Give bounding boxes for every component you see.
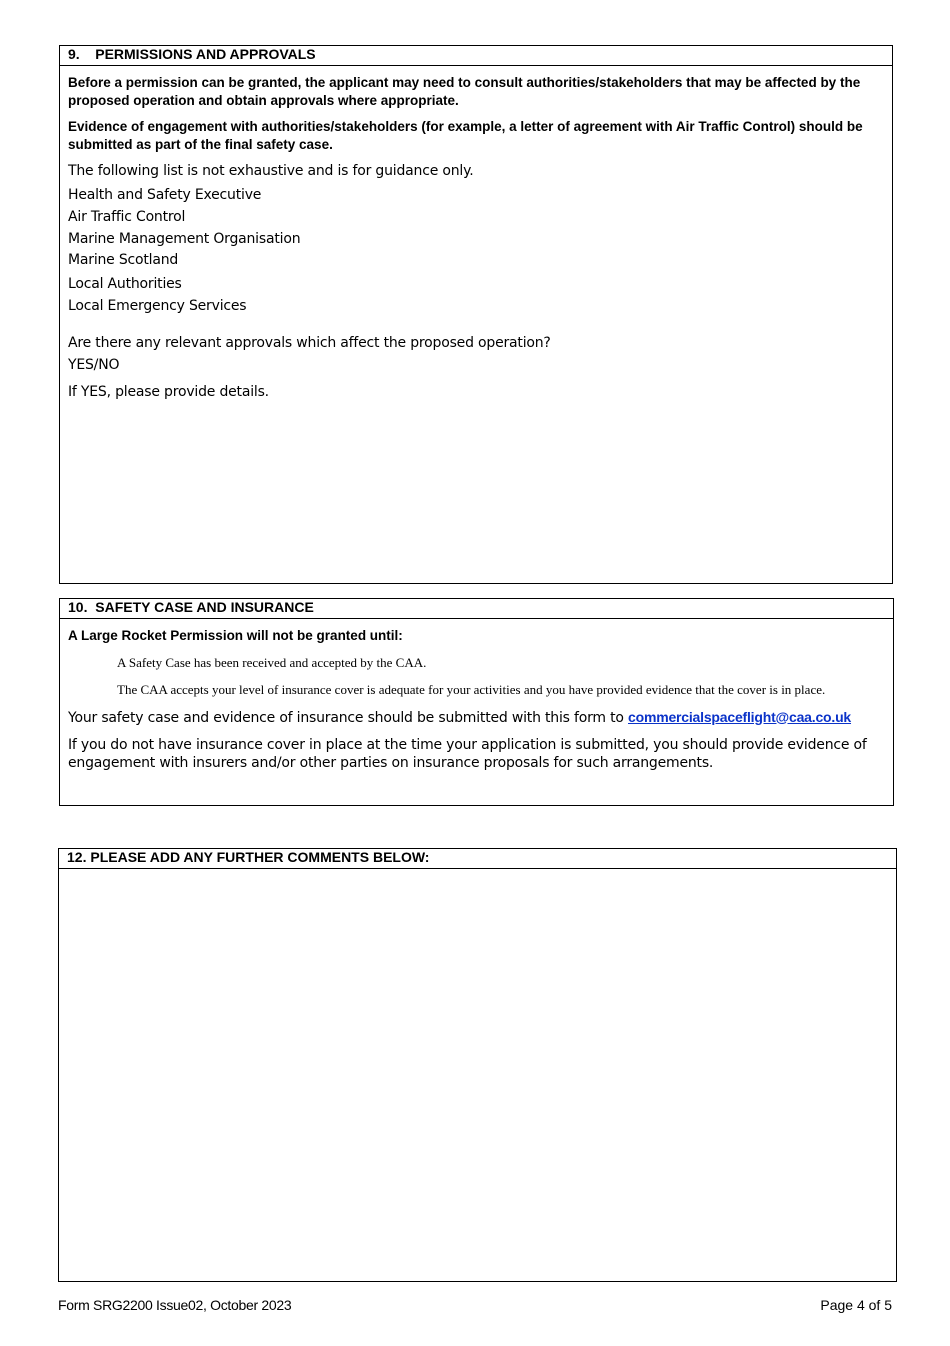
section-10-heading: 10. SAFETY CASE AND INSURANCE (60, 599, 893, 619)
submit-instruction (68, 708, 885, 727)
condition-insurance: The CAA accepts your level of insurance cover is adequate for your activities and you have provided evidence that the cover is in place. (117, 681, 826, 697)
submit-text: Your safety case and evidence of insurance should be submitted with this form to (68, 709, 629, 726)
details-input-area[interactable] (68, 401, 884, 571)
section-9-heading: 9. PERMISSIONS AND APPROVALS (60, 46, 892, 66)
stakeholder-item: Marine Scotland (68, 252, 179, 268)
stakeholder-item: Local Authorities (68, 276, 182, 292)
section-10-body (60, 627, 893, 772)
stakeholder-item: Air Traffic Control (68, 209, 186, 225)
stakeholder-item: Marine Management Organisation (68, 231, 301, 247)
footer-form-id: Form SRG2200 Issue02, October 2023 (58, 1297, 292, 1313)
footer-page-number: Page 4 of 5 (820, 1297, 892, 1313)
stakeholder-item: Health and Safety Executive (68, 187, 262, 203)
stakeholder-item: Local Emergency Services (68, 298, 247, 314)
section-9-box (59, 45, 893, 584)
section-9-intro-2: Evidence of engagement with authorities/stakeholders (for example, a letter of agreement with Air Traffic Control) should be submitted as part of the final safety case. (68, 119, 863, 152)
section-12-box (58, 848, 897, 1282)
comments-input-area[interactable] (59, 869, 896, 1279)
section-12-heading: 12. PLEASE ADD ANY FURTHER COMMENTS BELOW: (59, 849, 896, 869)
yes-no-answer[interactable]: YES/NO (68, 357, 120, 373)
section-9-body (60, 74, 892, 571)
email-link[interactable]: commercialspaceflight@caa.co.uk (628, 708, 852, 725)
condition-safety-case: A Safety Case has been received and accepted by the CAA. (117, 654, 427, 670)
no-insurance-text: If you do not have insurance cover in place at the time your application is submitted, you should provide evidence of engagement with insurers and/or other parties on insurance proposals for such arrangements. (68, 736, 867, 771)
section-10-box (59, 598, 894, 806)
section-9-intro-1: Before a permission can be granted, the applicant may need to consult authorities/stakeholders that may be affected by the proposed operation and obtain approvals where appropriate. (68, 75, 861, 108)
details-prompt: If YES, please provide details. (68, 384, 269, 400)
condition-title: A Large Rocket Permission will not be granted until: (68, 628, 403, 643)
section-9-guidance: The following list is not exhaustive and is for guidance only. (68, 163, 474, 179)
approvals-question: Are there any relevant approvals which affect the proposed operation? (68, 335, 551, 351)
